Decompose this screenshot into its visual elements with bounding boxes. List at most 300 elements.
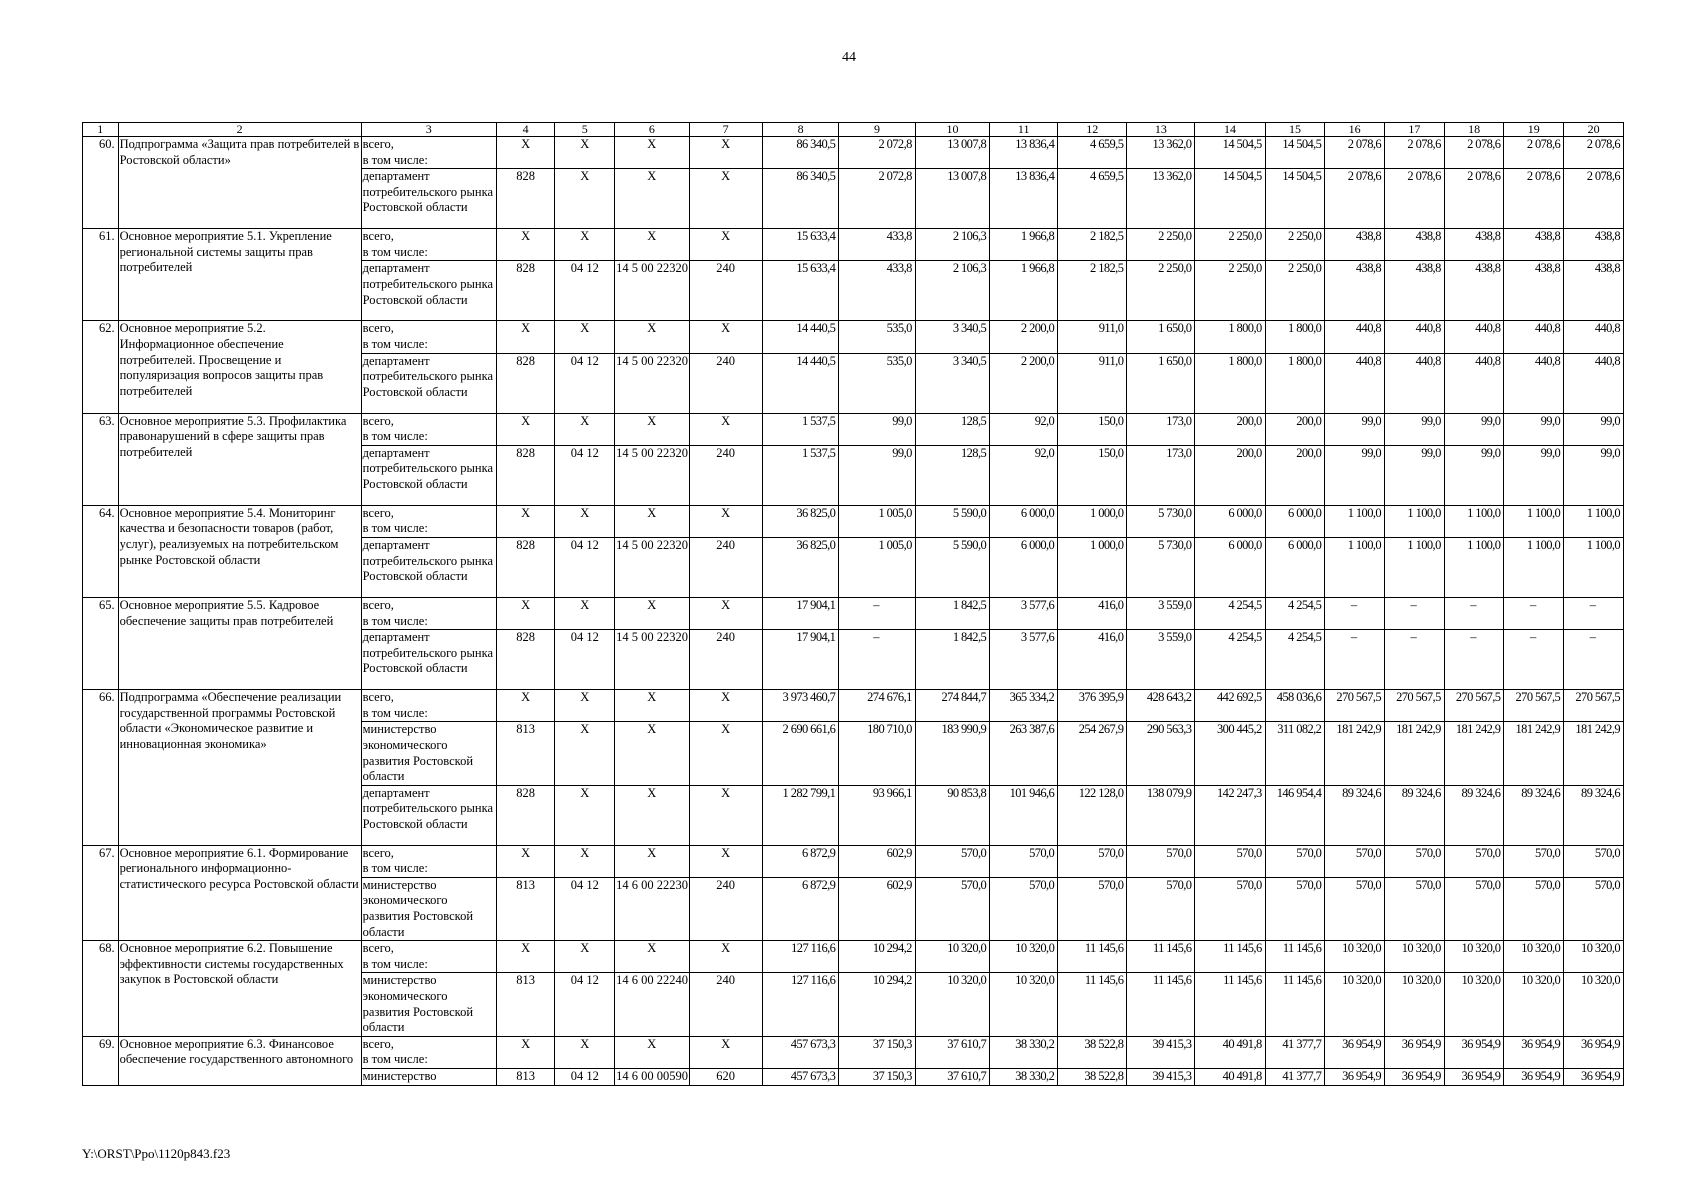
executor-name: всего, в том числе: bbox=[361, 505, 496, 537]
amount-cell: 2 078,6 bbox=[1444, 169, 1504, 229]
file-path: Y:\ORST\Ppo\1120p843.f23 bbox=[82, 1146, 231, 1161]
executor-name: всего, в том числе: bbox=[361, 321, 496, 353]
amount-cell: 440,8 bbox=[1444, 321, 1504, 353]
expense-type-code: X bbox=[689, 169, 762, 229]
amount-cell: 10 320,0 bbox=[1504, 941, 1564, 973]
section-code: X bbox=[555, 1036, 615, 1068]
table-row bbox=[83, 505, 1624, 537]
column-number-header: 19 bbox=[1504, 123, 1564, 137]
column-number-header: 16 bbox=[1325, 123, 1385, 137]
amount-cell: 1 100,0 bbox=[1564, 505, 1624, 537]
amount-cell: 37 610,7 bbox=[915, 1069, 989, 1086]
amount-cell: 40 491,8 bbox=[1195, 1069, 1265, 1086]
target-article-code: X bbox=[615, 1036, 689, 1068]
amount-cell: – bbox=[839, 630, 915, 690]
amount-cell: 127 116,6 bbox=[762, 941, 838, 973]
amount-cell: 440,8 bbox=[1564, 353, 1624, 413]
amount-cell: 570,0 bbox=[1195, 877, 1265, 940]
column-number-header: 4 bbox=[496, 123, 555, 137]
amount-cell: 36 954,9 bbox=[1444, 1036, 1504, 1068]
program-name: Основное мероприятие 6.2. Повышение эффективности системы государственных закупок в Ростовской области bbox=[118, 941, 361, 1037]
amount-cell: 458 036,6 bbox=[1265, 690, 1325, 722]
amount-cell: 3 559,0 bbox=[1127, 597, 1195, 629]
amount-cell: 570,0 bbox=[1504, 877, 1564, 940]
amount-cell: 17 904,1 bbox=[762, 597, 838, 629]
column-number-header: 2 bbox=[118, 123, 361, 137]
expense-type-code: X bbox=[689, 941, 762, 973]
amount-cell: 10 320,0 bbox=[990, 941, 1058, 973]
expense-type-code: 620 bbox=[689, 1069, 762, 1086]
amount-cell: 2 078,6 bbox=[1564, 169, 1624, 229]
column-number-header: 13 bbox=[1127, 123, 1195, 137]
amount-cell: 36 825,0 bbox=[762, 505, 838, 537]
amount-cell: 440,8 bbox=[1504, 321, 1564, 353]
amount-cell: 263 387,6 bbox=[990, 722, 1058, 785]
amount-cell: 99,0 bbox=[1385, 413, 1445, 445]
amount-cell: 89 324,6 bbox=[1504, 785, 1564, 845]
amount-cell: 37 150,3 bbox=[839, 1036, 915, 1068]
amount-cell: 181 242,9 bbox=[1325, 722, 1385, 785]
target-article-code: X bbox=[615, 505, 689, 537]
amount-cell: 2 200,0 bbox=[990, 353, 1058, 413]
amount-cell: 570,0 bbox=[1385, 845, 1445, 877]
amount-cell: 13 836,4 bbox=[990, 169, 1058, 229]
amount-cell: 4 659,5 bbox=[1058, 137, 1127, 169]
amount-cell: 13 007,8 bbox=[915, 169, 989, 229]
amount-cell: 1 100,0 bbox=[1325, 537, 1385, 597]
target-article-code: 14 6 00 22230 bbox=[615, 877, 689, 940]
section-code: X bbox=[555, 137, 615, 169]
amount-cell: 2 106,3 bbox=[915, 261, 989, 321]
executor-name: департамент потребительского рынка Ростовской области bbox=[361, 785, 496, 845]
amount-cell: 122 128,0 bbox=[1058, 785, 1127, 845]
executor-name: министерство экономического развития Ростовской области bbox=[361, 973, 496, 1036]
expense-type-code: X bbox=[689, 845, 762, 877]
amount-cell: 254 267,9 bbox=[1058, 722, 1127, 785]
amount-cell: 1 282 799,1 bbox=[762, 785, 838, 845]
amount-cell: 6 000,0 bbox=[1265, 537, 1325, 597]
amount-cell: 570,0 bbox=[1564, 877, 1624, 940]
amount-cell: 10 320,0 bbox=[1385, 941, 1445, 973]
amount-cell: 416,0 bbox=[1058, 630, 1127, 690]
amount-cell: 2 250,0 bbox=[1127, 229, 1195, 261]
amount-cell: 570,0 bbox=[1265, 845, 1325, 877]
executor-name: всего, в том числе: bbox=[361, 690, 496, 722]
grbs-code: X bbox=[496, 137, 555, 169]
expense-type-code: 240 bbox=[689, 630, 762, 690]
amount-cell: 570,0 bbox=[1504, 845, 1564, 877]
amount-cell: 6 000,0 bbox=[1195, 537, 1265, 597]
target-article-code: X bbox=[615, 785, 689, 845]
amount-cell: 6 000,0 bbox=[1195, 505, 1265, 537]
amount-cell: 570,0 bbox=[915, 845, 989, 877]
amount-cell: 14 504,5 bbox=[1195, 169, 1265, 229]
amount-cell: 1 966,8 bbox=[990, 229, 1058, 261]
amount-cell: 89 324,6 bbox=[1564, 785, 1624, 845]
amount-cell: 274 676,1 bbox=[839, 690, 915, 722]
amount-cell: 438,8 bbox=[1325, 229, 1385, 261]
amount-cell: 2 250,0 bbox=[1195, 229, 1265, 261]
amount-cell: 173,0 bbox=[1127, 445, 1195, 505]
amount-cell: 2 078,6 bbox=[1385, 137, 1445, 169]
amount-cell: 535,0 bbox=[839, 353, 915, 413]
amount-cell: 6 872,9 bbox=[762, 845, 838, 877]
amount-cell: 3 340,5 bbox=[915, 321, 989, 353]
expense-type-code: 240 bbox=[689, 261, 762, 321]
row-number: 61. bbox=[83, 229, 119, 321]
amount-cell: 535,0 bbox=[839, 321, 915, 353]
amount-cell: 89 324,6 bbox=[1385, 785, 1445, 845]
amount-cell: 89 324,6 bbox=[1325, 785, 1385, 845]
program-name: Основное мероприятие 5.1. Укрепление региональной системы защиты прав потребителей bbox=[118, 229, 361, 321]
executor-name: всего, в том числе: bbox=[361, 413, 496, 445]
amount-cell: 440,8 bbox=[1444, 353, 1504, 413]
amount-cell: 442 692,5 bbox=[1195, 690, 1265, 722]
amount-cell: 4 254,5 bbox=[1195, 630, 1265, 690]
grbs-code: X bbox=[496, 597, 555, 629]
amount-cell: 457 673,3 bbox=[762, 1036, 838, 1068]
amount-cell: 99,0 bbox=[1564, 445, 1624, 505]
amount-cell: 2 106,3 bbox=[915, 229, 989, 261]
amount-cell: 10 320,0 bbox=[915, 941, 989, 973]
amount-cell: 1 100,0 bbox=[1504, 537, 1564, 597]
amount-cell: 1 842,5 bbox=[915, 597, 989, 629]
executor-name: департамент потребительского рынка Ростовской области bbox=[361, 169, 496, 229]
amount-cell: 99,0 bbox=[1444, 413, 1504, 445]
amount-cell: 570,0 bbox=[1444, 845, 1504, 877]
amount-cell: 1 537,5 bbox=[762, 445, 838, 505]
amount-cell: 1 100,0 bbox=[1325, 505, 1385, 537]
amount-cell: 2 078,6 bbox=[1385, 169, 1445, 229]
expense-type-code: X bbox=[689, 690, 762, 722]
amount-cell: 10 294,2 bbox=[839, 973, 915, 1036]
amount-cell: 433,8 bbox=[839, 229, 915, 261]
amount-cell: 4 659,5 bbox=[1058, 169, 1127, 229]
amount-cell: 911,0 bbox=[1058, 321, 1127, 353]
amount-cell: – bbox=[1444, 630, 1504, 690]
section-code: 04 12 bbox=[555, 261, 615, 321]
amount-cell: 274 844,7 bbox=[915, 690, 989, 722]
executor-name: всего, в том числе: bbox=[361, 137, 496, 169]
section-code: X bbox=[555, 321, 615, 353]
amount-cell: 15 633,4 bbox=[762, 229, 838, 261]
target-article-code: 14 6 00 00590 bbox=[615, 1069, 689, 1086]
target-article-code: 14 5 00 22320 bbox=[615, 353, 689, 413]
amount-cell: 10 320,0 bbox=[1385, 973, 1445, 1036]
amount-cell: 438,8 bbox=[1325, 261, 1385, 321]
amount-cell: – bbox=[1325, 630, 1385, 690]
column-number-header: 12 bbox=[1058, 123, 1127, 137]
amount-cell: 93 966,1 bbox=[839, 785, 915, 845]
column-number-header: 6 bbox=[615, 123, 689, 137]
amount-cell: 570,0 bbox=[1444, 877, 1504, 940]
amount-cell: 270 567,5 bbox=[1564, 690, 1624, 722]
amount-cell: 36 954,9 bbox=[1325, 1069, 1385, 1086]
row-number: 62. bbox=[83, 321, 119, 413]
amount-cell: 2 250,0 bbox=[1127, 261, 1195, 321]
amount-cell: 10 320,0 bbox=[1444, 973, 1504, 1036]
amount-cell: 11 145,6 bbox=[1127, 941, 1195, 973]
amount-cell: 99,0 bbox=[1504, 413, 1564, 445]
column-number-header: 1 bbox=[83, 123, 119, 137]
amount-cell: 142 247,3 bbox=[1195, 785, 1265, 845]
amount-cell: 4 254,5 bbox=[1195, 597, 1265, 629]
program-name: Основное мероприятие 6.1. Формирование регионального информационно-статистического ресурса Ростовской области bbox=[118, 845, 361, 941]
amount-cell: 2 072,8 bbox=[839, 137, 915, 169]
amount-cell: 14 440,5 bbox=[762, 353, 838, 413]
amount-cell: 5 590,0 bbox=[915, 537, 989, 597]
amount-cell: 3 559,0 bbox=[1127, 630, 1195, 690]
amount-cell: – bbox=[1564, 630, 1624, 690]
amount-cell: 36 954,9 bbox=[1564, 1069, 1624, 1086]
amount-cell: 38 330,2 bbox=[990, 1036, 1058, 1068]
amount-cell: 10 320,0 bbox=[1444, 941, 1504, 973]
section-code: 04 12 bbox=[555, 1069, 615, 1086]
grbs-code: X bbox=[496, 690, 555, 722]
expense-type-code: X bbox=[689, 785, 762, 845]
amount-cell: 86 340,5 bbox=[762, 137, 838, 169]
table-row bbox=[83, 690, 1624, 722]
budget-table bbox=[82, 122, 1624, 1086]
expense-type-code: 240 bbox=[689, 353, 762, 413]
amount-cell: 38 522,8 bbox=[1058, 1036, 1127, 1068]
amount-cell: 438,8 bbox=[1564, 229, 1624, 261]
amount-cell: 438,8 bbox=[1444, 261, 1504, 321]
amount-cell: 2 078,6 bbox=[1444, 137, 1504, 169]
amount-cell: 376 395,9 bbox=[1058, 690, 1127, 722]
section-code: 04 12 bbox=[555, 973, 615, 1036]
expense-type-code: 240 bbox=[689, 877, 762, 940]
amount-cell: 11 145,6 bbox=[1058, 973, 1127, 1036]
amount-cell: 438,8 bbox=[1504, 261, 1564, 321]
amount-cell: 180 710,0 bbox=[839, 722, 915, 785]
amount-cell: 138 079,9 bbox=[1127, 785, 1195, 845]
target-article-code: X bbox=[615, 690, 689, 722]
amount-cell: 570,0 bbox=[1058, 845, 1127, 877]
executor-name: департамент потребительского рынка Ростовской области bbox=[361, 261, 496, 321]
section-code: X bbox=[555, 169, 615, 229]
row-number: 66. bbox=[83, 690, 119, 846]
amount-cell: 6 872,9 bbox=[762, 877, 838, 940]
amount-cell: 10 320,0 bbox=[990, 973, 1058, 1036]
amount-cell: 570,0 bbox=[1127, 877, 1195, 940]
target-article-code: 14 5 00 22320 bbox=[615, 630, 689, 690]
column-number-header: 8 bbox=[762, 123, 838, 137]
grbs-code: 813 bbox=[496, 877, 555, 940]
target-article-code: X bbox=[615, 137, 689, 169]
executor-name: всего, в том числе: bbox=[361, 941, 496, 973]
target-article-code: 14 5 00 22320 bbox=[615, 537, 689, 597]
amount-cell: 5 730,0 bbox=[1127, 537, 1195, 597]
amount-cell: 290 563,3 bbox=[1127, 722, 1195, 785]
amount-cell: 1 100,0 bbox=[1385, 537, 1445, 597]
amount-cell: 10 320,0 bbox=[1564, 973, 1624, 1036]
program-name: Основное мероприятие 6.3. Финансовое обеспечение государственного автономного bbox=[118, 1036, 361, 1085]
amount-cell: 37 610,7 bbox=[915, 1036, 989, 1068]
amount-cell: 99,0 bbox=[1564, 413, 1624, 445]
section-code: X bbox=[555, 229, 615, 261]
amount-cell: 36 954,9 bbox=[1325, 1036, 1385, 1068]
amount-cell: 1 800,0 bbox=[1265, 321, 1325, 353]
grbs-code: 828 bbox=[496, 169, 555, 229]
program-name: Основное мероприятие 5.3. Профилактика правонарушений в сфере защиты прав потребителей bbox=[118, 413, 361, 505]
amount-cell: 6 000,0 bbox=[1265, 505, 1325, 537]
amount-cell: 2 200,0 bbox=[990, 321, 1058, 353]
amount-cell: 440,8 bbox=[1504, 353, 1564, 413]
section-code: X bbox=[555, 722, 615, 785]
amount-cell: 38 522,8 bbox=[1058, 1069, 1127, 1086]
amount-cell: 2 250,0 bbox=[1195, 261, 1265, 321]
amount-cell: 1 650,0 bbox=[1127, 353, 1195, 413]
program-name: Основное мероприятие 5.5. Кадровое обеспечение защиты прав потребителей bbox=[118, 597, 361, 689]
grbs-code: 828 bbox=[496, 537, 555, 597]
amount-cell: 570,0 bbox=[1325, 877, 1385, 940]
amount-cell: – bbox=[1385, 597, 1445, 629]
header-row bbox=[83, 123, 1624, 137]
target-article-code: X bbox=[615, 229, 689, 261]
amount-cell: 6 000,0 bbox=[990, 537, 1058, 597]
column-number-header: 20 bbox=[1564, 123, 1624, 137]
column-number-header: 5 bbox=[555, 123, 615, 137]
amount-cell: 10 320,0 bbox=[1504, 973, 1564, 1036]
amount-cell: 365 334,2 bbox=[990, 690, 1058, 722]
amount-cell: 90 853,8 bbox=[915, 785, 989, 845]
amount-cell: 36 954,9 bbox=[1385, 1069, 1445, 1086]
table-row bbox=[83, 413, 1624, 445]
amount-cell: 127 116,6 bbox=[762, 973, 838, 1036]
grbs-code: 828 bbox=[496, 261, 555, 321]
amount-cell: 300 445,2 bbox=[1195, 722, 1265, 785]
table-row bbox=[83, 845, 1624, 877]
expense-type-code: X bbox=[689, 505, 762, 537]
section-code: X bbox=[555, 941, 615, 973]
amount-cell: 1 842,5 bbox=[915, 630, 989, 690]
executor-name: министерство экономического развития Ростовской области bbox=[361, 877, 496, 940]
grbs-code: X bbox=[496, 1036, 555, 1068]
amount-cell: 2 078,6 bbox=[1325, 137, 1385, 169]
expense-type-code: X bbox=[689, 137, 762, 169]
executor-name: всего, в том числе: bbox=[361, 597, 496, 629]
amount-cell: 311 082,2 bbox=[1265, 722, 1325, 785]
section-code: X bbox=[555, 785, 615, 845]
amount-cell: 10 294,2 bbox=[839, 941, 915, 973]
amount-cell: 911,0 bbox=[1058, 353, 1127, 413]
amount-cell: 1 650,0 bbox=[1127, 321, 1195, 353]
amount-cell: 10 320,0 bbox=[1325, 973, 1385, 1036]
amount-cell: 36 954,9 bbox=[1504, 1069, 1564, 1086]
amount-cell: 173,0 bbox=[1127, 413, 1195, 445]
column-number-header: 9 bbox=[839, 123, 915, 137]
amount-cell: – bbox=[1444, 597, 1504, 629]
amount-cell: 99,0 bbox=[1385, 445, 1445, 505]
amount-cell: 570,0 bbox=[990, 877, 1058, 940]
section-code: 04 12 bbox=[555, 877, 615, 940]
target-article-code: X bbox=[615, 722, 689, 785]
column-number-header: 14 bbox=[1195, 123, 1265, 137]
executor-name: департамент потребительского рынка Ростовской области bbox=[361, 537, 496, 597]
amount-cell: 438,8 bbox=[1564, 261, 1624, 321]
amount-cell: 2 690 661,6 bbox=[762, 722, 838, 785]
amount-cell: 14 504,5 bbox=[1195, 137, 1265, 169]
amount-cell: 11 145,6 bbox=[1265, 973, 1325, 1036]
amount-cell: 183 990,9 bbox=[915, 722, 989, 785]
table-row bbox=[83, 229, 1624, 261]
grbs-code: 828 bbox=[496, 445, 555, 505]
amount-cell: 1 537,5 bbox=[762, 413, 838, 445]
amount-cell: 200,0 bbox=[1195, 413, 1265, 445]
amount-cell: 1 800,0 bbox=[1195, 321, 1265, 353]
amount-cell: 92,0 bbox=[990, 445, 1058, 505]
amount-cell: 36 954,9 bbox=[1385, 1036, 1445, 1068]
amount-cell: 570,0 bbox=[915, 877, 989, 940]
section-code: X bbox=[555, 845, 615, 877]
row-number: 67. bbox=[83, 845, 119, 941]
amount-cell: 570,0 bbox=[1265, 877, 1325, 940]
program-name: Подпрограмма «Обеспечение реализации государственной программы Ростовской области «Экономическое развитие и инновационная экономика» bbox=[118, 690, 361, 846]
amount-cell: 1 100,0 bbox=[1444, 537, 1504, 597]
amount-cell: 602,9 bbox=[839, 877, 915, 940]
executor-name: департамент потребительского рынка Ростовской области bbox=[361, 445, 496, 505]
section-code: X bbox=[555, 505, 615, 537]
row-number: 60. bbox=[83, 137, 119, 229]
amount-cell: 200,0 bbox=[1265, 413, 1325, 445]
amount-cell: 36 954,9 bbox=[1564, 1036, 1624, 1068]
amount-cell: 15 633,4 bbox=[762, 261, 838, 321]
amount-cell: 11 145,6 bbox=[1127, 973, 1195, 1036]
amount-cell: 11 145,6 bbox=[1265, 941, 1325, 973]
amount-cell: 1 100,0 bbox=[1444, 505, 1504, 537]
amount-cell: 1 100,0 bbox=[1504, 505, 1564, 537]
amount-cell: 270 567,5 bbox=[1504, 690, 1564, 722]
row-number: 69. bbox=[83, 1036, 119, 1085]
amount-cell: 128,5 bbox=[915, 413, 989, 445]
target-article-code: X bbox=[615, 597, 689, 629]
amount-cell: 150,0 bbox=[1058, 413, 1127, 445]
amount-cell: 99,0 bbox=[1325, 413, 1385, 445]
amount-cell: 181 242,9 bbox=[1385, 722, 1445, 785]
amount-cell: 146 954,4 bbox=[1265, 785, 1325, 845]
amount-cell: 570,0 bbox=[1058, 877, 1127, 940]
table-row bbox=[83, 137, 1624, 169]
amount-cell: 36 954,9 bbox=[1504, 1036, 1564, 1068]
executor-name: министерство bbox=[361, 1069, 496, 1086]
amount-cell: 92,0 bbox=[990, 413, 1058, 445]
amount-cell: 457 673,3 bbox=[762, 1069, 838, 1086]
amount-cell: 11 145,6 bbox=[1195, 941, 1265, 973]
amount-cell: 3 577,6 bbox=[990, 630, 1058, 690]
expense-type-code: X bbox=[689, 597, 762, 629]
amount-cell: 39 415,3 bbox=[1127, 1036, 1195, 1068]
amount-cell: 10 320,0 bbox=[1564, 941, 1624, 973]
program-name: Основное мероприятие 5.4. Мониторинг качества и безопасности товаров (работ, услуг), реализуемых на потребительском рынке Ростовской области bbox=[118, 505, 361, 597]
amount-cell: 14 504,5 bbox=[1265, 137, 1325, 169]
section-code: 04 12 bbox=[555, 353, 615, 413]
amount-cell: 1 100,0 bbox=[1564, 537, 1624, 597]
executor-name: министерство экономического развития Ростовской области bbox=[361, 722, 496, 785]
amount-cell: 2 078,6 bbox=[1504, 169, 1564, 229]
amount-cell: – bbox=[839, 597, 915, 629]
column-number-header: 10 bbox=[915, 123, 989, 137]
amount-cell: 17 904,1 bbox=[762, 630, 838, 690]
grbs-code: X bbox=[496, 505, 555, 537]
amount-cell: 570,0 bbox=[1195, 845, 1265, 877]
amount-cell: 4 254,5 bbox=[1265, 597, 1325, 629]
amount-cell: 4 254,5 bbox=[1265, 630, 1325, 690]
amount-cell: 270 567,5 bbox=[1325, 690, 1385, 722]
target-article-code: 14 5 00 22320 bbox=[615, 261, 689, 321]
program-name: Основное мероприятие 5.2. Информационное обеспечение потребителей. Просвещение и популяризация вопросов защиты прав потребителей bbox=[118, 321, 361, 413]
amount-cell: 440,8 bbox=[1325, 353, 1385, 413]
